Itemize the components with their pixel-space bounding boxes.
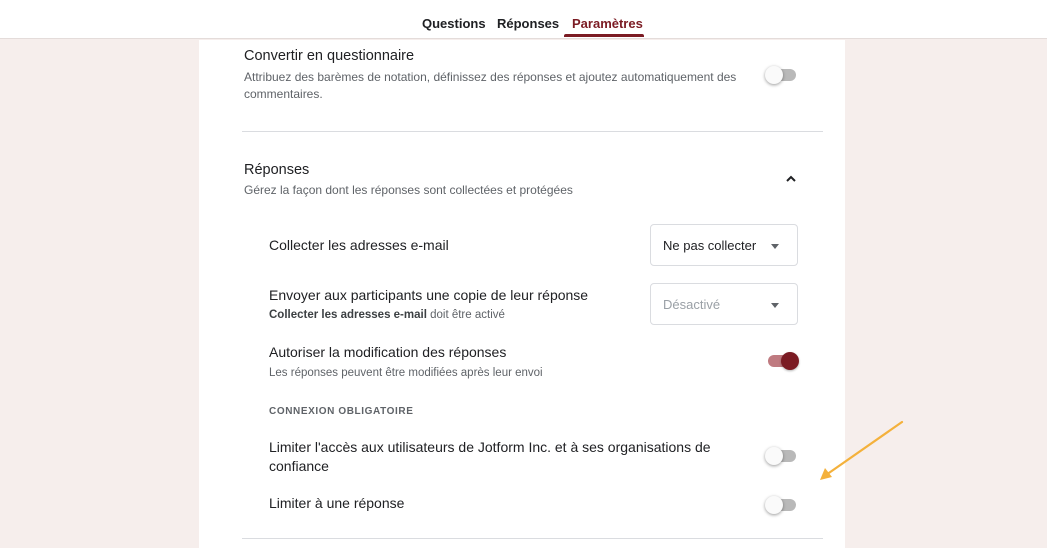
- divider: [242, 131, 823, 132]
- quiz-description: Attribuez des barèmes de notation, définissez des réponses et ajoutez automatiquement des commentaires.: [244, 70, 737, 101]
- allow-edit-toggle[interactable]: [765, 351, 799, 371]
- restrict-org-label-line1: Limiter l'accès aux utilisateurs de Jotform Inc. et à ses organisations de: [269, 439, 711, 455]
- caret-down-icon: [771, 303, 779, 308]
- caret-down-icon: [771, 244, 779, 249]
- limit-one-label: Limiter à une réponse: [269, 495, 405, 511]
- active-tab-indicator: [564, 34, 644, 37]
- collect-email-label: Collecter les adresses e-mail: [269, 237, 449, 253]
- send-copy-hint: [269, 307, 505, 324]
- send-copy-hint-bold: Collecter les adresses e-mail: [269, 309, 427, 321]
- quiz-title: Convertir en questionnaire: [244, 48, 415, 64]
- collect-email-value: Ne pas collecter: [663, 238, 757, 253]
- toggle-thumb: [781, 352, 799, 370]
- toggle-thumb: [765, 66, 783, 84]
- tab-bar: [0, 0, 1047, 39]
- restrict-org-toggle[interactable]: [765, 446, 799, 466]
- settings-card: [199, 40, 845, 548]
- collect-email-select[interactable]: [650, 224, 798, 266]
- responses-description: Gérez la façon dont les réponses sont collectées et protégées: [244, 183, 573, 197]
- divider: [242, 538, 823, 539]
- quiz-toggle[interactable]: [765, 65, 799, 85]
- tab-responses[interactable]: Réponses: [497, 16, 560, 31]
- limit-one-toggle[interactable]: [765, 495, 799, 515]
- tab-settings[interactable]: Paramètres: [572, 16, 643, 31]
- top-bar: [0, 0, 1047, 39]
- toggle-thumb: [765, 496, 783, 514]
- send-copy-hint-rest: doit être activé: [426, 309, 505, 321]
- responses-title: Réponses: [244, 162, 310, 178]
- chevron-up-icon[interactable]: [784, 172, 798, 186]
- allow-edit-label: Autoriser la modification des réponses: [269, 344, 507, 360]
- tab-questions[interactable]: Questions: [422, 16, 486, 31]
- send-copy-label: Envoyer aux participants une copie de leur réponse: [269, 287, 589, 303]
- login-required-heading: CONNEXION OBLIGATOIRE: [269, 406, 414, 417]
- send-copy-select[interactable]: [650, 283, 798, 325]
- restrict-org-label-line2: confiance: [269, 458, 329, 474]
- toggle-thumb: [765, 447, 783, 465]
- send-copy-value: Désactivé: [663, 297, 721, 312]
- allow-edit-description: Les réponses peuvent être modifiées après leur envoi: [269, 367, 543, 379]
